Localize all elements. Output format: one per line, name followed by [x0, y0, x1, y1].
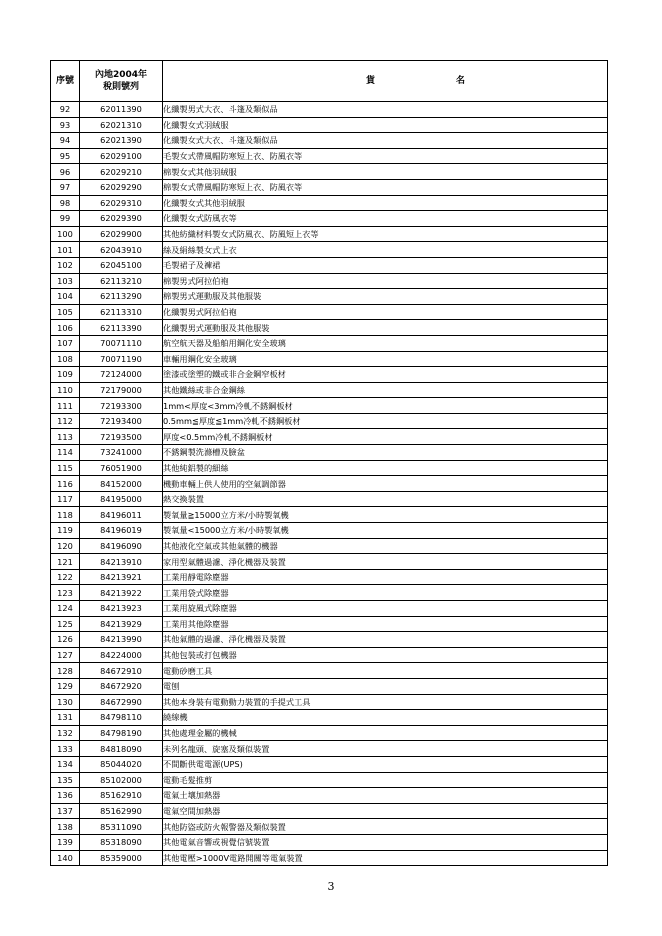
table-row: [51, 351, 608, 367]
row-code: 84213922: [80, 585, 163, 601]
row-seq: 126: [51, 632, 80, 648]
row-code: 84213921: [80, 569, 163, 585]
row-seq: 130: [51, 694, 80, 710]
header-code-line1: 內地2004年: [94, 70, 148, 80]
row-code: 84213990: [80, 632, 163, 648]
table-row: [51, 382, 608, 398]
row-description: 其他鐵絲或非合金鋼絲: [163, 382, 608, 398]
row-description: 電動砂磨工具: [163, 663, 608, 679]
table-row: [51, 663, 608, 679]
row-description: 電氣土壤加熱器: [163, 788, 608, 804]
row-seq: 134: [51, 756, 80, 772]
row-seq: 116: [51, 476, 80, 492]
row-seq: 115: [51, 460, 80, 476]
row-description: 車輛用鋼化安全玻璃: [163, 351, 608, 367]
row-description: 棉製女式其他羽絨服: [163, 164, 608, 180]
table-row: [51, 117, 608, 133]
row-seq: 105: [51, 304, 80, 320]
row-description: 不銹鋼製洗滌槽及臉盆: [163, 445, 608, 461]
table-row: [51, 554, 608, 570]
row-code: 85359000: [80, 850, 163, 866]
row-seq: 122: [51, 569, 80, 585]
row-code: 84798190: [80, 725, 163, 741]
table-row: [51, 601, 608, 617]
row-code: 62045100: [80, 257, 163, 273]
row-code: 84213929: [80, 616, 163, 632]
table-row: [51, 242, 608, 258]
row-description: 工業用旋風式除塵器: [163, 601, 608, 617]
table-row: [51, 476, 608, 492]
row-code: 84213910: [80, 554, 163, 570]
row-seq: 128: [51, 663, 80, 679]
row-description: 化纖製男式阿拉伯袍: [163, 304, 608, 320]
row-seq: 98: [51, 195, 80, 211]
row-seq: 124: [51, 601, 80, 617]
row-seq: 123: [51, 585, 80, 601]
table-row: [51, 398, 608, 414]
table-row: [51, 429, 608, 445]
table-row: [51, 819, 608, 835]
row-code: 84672990: [80, 694, 163, 710]
row-seq: 104: [51, 289, 80, 305]
row-description: 其他液化空氣或其他氣體的機器: [163, 538, 608, 554]
row-seq: 137: [51, 803, 80, 819]
row-description: 化纖製女式羽絨服: [163, 117, 608, 133]
row-seq: 113: [51, 429, 80, 445]
row-code: 84672920: [80, 678, 163, 694]
table-row: [51, 211, 608, 227]
page-number: 3: [327, 880, 335, 893]
table-row: [51, 741, 608, 757]
table-row: [51, 335, 608, 351]
row-seq: 117: [51, 491, 80, 507]
header-goods-char2: 名: [455, 76, 465, 86]
table-row: [51, 647, 608, 663]
row-code: 84798110: [80, 710, 163, 726]
row-description: 不間斷供電電源(UPS): [163, 756, 608, 772]
table-row: [51, 257, 608, 273]
row-description: 工業用袋式除塵器: [163, 585, 608, 601]
row-description: 棉製男式運動服及其他服裝: [163, 289, 608, 305]
row-description: 其他處理金屬的機械: [163, 725, 608, 741]
table-row: [51, 772, 608, 788]
table-row: [51, 523, 608, 539]
row-seq: 94: [51, 133, 80, 149]
row-seq: 131: [51, 710, 80, 726]
row-description: 絲及絹絲製女式上衣: [163, 242, 608, 258]
table-row: [51, 585, 608, 601]
row-description: 0.5mm≦厚度≦1mm冷軋不銹鋼板材: [163, 413, 608, 429]
row-code: 72193300: [80, 398, 163, 414]
row-description: 其他紡織材料製女式防風衣、防風短上衣等: [163, 226, 608, 242]
header-code-line2: 稅則號列: [102, 82, 139, 92]
table-row: [51, 569, 608, 585]
row-description: 塗漆或塗塑的鐵或非合金鋼窄板材: [163, 367, 608, 383]
row-description: 其他防盜或防火報警器及類似裝置: [163, 819, 608, 835]
row-description: 熱交換裝置: [163, 491, 608, 507]
row-seq: 110: [51, 382, 80, 398]
row-seq: 135: [51, 772, 80, 788]
row-seq: 103: [51, 273, 80, 289]
table-row: [51, 289, 608, 305]
row-seq: 112: [51, 413, 80, 429]
row-description: 化纖製女式其他羽絨服: [163, 195, 608, 211]
table-row: [51, 320, 608, 336]
table-row: [51, 179, 608, 195]
table-body: [51, 102, 608, 866]
row-code: 85162990: [80, 803, 163, 819]
row-description: 工業用其他除塵器: [163, 616, 608, 632]
header-code: [80, 61, 163, 102]
row-seq: 100: [51, 226, 80, 242]
row-seq: 108: [51, 351, 80, 367]
row-seq: 106: [51, 320, 80, 336]
table-row: [51, 803, 608, 819]
row-seq: 138: [51, 819, 80, 835]
table-row: [51, 850, 608, 866]
row-seq: 121: [51, 554, 80, 570]
row-code: 85318090: [80, 834, 163, 850]
row-seq: 127: [51, 647, 80, 663]
row-description: 電動毛髮推剪: [163, 772, 608, 788]
table-row: [51, 102, 608, 118]
row-seq: 129: [51, 678, 80, 694]
table-row: [51, 616, 608, 632]
row-description: 1mm<厚度<3mm冷軋不銹鋼板材: [163, 398, 608, 414]
row-seq: 133: [51, 741, 80, 757]
row-seq: 95: [51, 148, 80, 164]
row-description: 工業用靜電除塵器: [163, 569, 608, 585]
row-code: 72124000: [80, 367, 163, 383]
row-code: 62021390: [80, 133, 163, 149]
row-seq: 140: [51, 850, 80, 866]
table-row: [51, 694, 608, 710]
row-description: 棉製女式帶風帽防寒短上衣、防風衣等: [163, 179, 608, 195]
row-seq: 120: [51, 538, 80, 554]
row-code: 84196090: [80, 538, 163, 554]
row-code: 72193400: [80, 413, 163, 429]
row-code: 76051900: [80, 460, 163, 476]
row-description: 化纖製女式大衣、斗篷及類似品: [163, 133, 608, 149]
row-code: 62029100: [80, 148, 163, 164]
row-description: 棉製男式阿拉伯袍: [163, 273, 608, 289]
row-seq: 96: [51, 164, 80, 180]
row-code: 62021310: [80, 117, 163, 133]
row-seq: 92: [51, 102, 80, 118]
row-description: 其他電氣音響或視覺信號裝置: [163, 834, 608, 850]
row-code: 62113290: [80, 289, 163, 305]
row-code: 62113210: [80, 273, 163, 289]
row-seq: 114: [51, 445, 80, 461]
table-row: [51, 834, 608, 850]
row-description: 繞線機: [163, 710, 608, 726]
row-code: 72193500: [80, 429, 163, 445]
table-header-row: [51, 61, 608, 102]
row-code: 70071110: [80, 335, 163, 351]
row-description: 航空航天器及船舶用鋼化安全玻璃: [163, 335, 608, 351]
table-row: [51, 273, 608, 289]
table-row: [51, 304, 608, 320]
table-row: [51, 164, 608, 180]
row-code: 70071190: [80, 351, 163, 367]
row-code: 62113390: [80, 320, 163, 336]
row-seq: 139: [51, 834, 80, 850]
table-row: [51, 538, 608, 554]
row-description: 其他電壓>1000V電路開關等電氣裝置: [163, 850, 608, 866]
row-code: 62029210: [80, 164, 163, 180]
row-seq: 118: [51, 507, 80, 523]
row-seq: 97: [51, 179, 80, 195]
row-description: 其他純鋁製的細絲: [163, 460, 608, 476]
row-code: 85102000: [80, 772, 163, 788]
row-code: 62029310: [80, 195, 163, 211]
row-description: 化纖製女式防風衣等: [163, 211, 608, 227]
row-seq: 132: [51, 725, 80, 741]
row-description: 電氣空間加熱器: [163, 803, 608, 819]
row-code: 62029390: [80, 211, 163, 227]
tariff-table: [50, 60, 608, 866]
row-description: 其他包裝或打包機器: [163, 647, 608, 663]
table-row: [51, 148, 608, 164]
row-code: 84818090: [80, 741, 163, 757]
row-description: 毛製女式帶風帽防寒短上衣、防風衣等: [163, 148, 608, 164]
row-description: 化纖製男式大衣、斗篷及類似品: [163, 102, 608, 118]
row-code: 62011390: [80, 102, 163, 118]
row-description: 未列名龍頭、旋塞及類似裝置: [163, 741, 608, 757]
row-code: 62113310: [80, 304, 163, 320]
row-seq: 102: [51, 257, 80, 273]
row-code: 85311090: [80, 819, 163, 835]
table-row: [51, 756, 608, 772]
row-code: 84672910: [80, 663, 163, 679]
table-row: [51, 678, 608, 694]
table-row: [51, 413, 608, 429]
header-goods-char1: 貨: [365, 76, 375, 86]
table-row: [51, 445, 608, 461]
row-code: 85044020: [80, 756, 163, 772]
table-row: [51, 788, 608, 804]
row-seq: 93: [51, 117, 80, 133]
row-seq: 107: [51, 335, 80, 351]
table-row: [51, 367, 608, 383]
row-description: 機動車輛上供人使用的空氣調節器: [163, 476, 608, 492]
row-code: 84213923: [80, 601, 163, 617]
row-code: 84224000: [80, 647, 163, 663]
row-code: 84195000: [80, 491, 163, 507]
row-seq: 125: [51, 616, 80, 632]
table-row: [51, 226, 608, 242]
row-code: 62029900: [80, 226, 163, 242]
table-row: [51, 195, 608, 211]
row-seq: 111: [51, 398, 80, 414]
row-seq: 136: [51, 788, 80, 804]
row-code: 84196019: [80, 523, 163, 539]
header-goods: [163, 61, 608, 102]
row-code: 72179000: [80, 382, 163, 398]
table-row: [51, 460, 608, 476]
row-description: 毛製裙子及褲裙: [163, 257, 608, 273]
row-code: 84196011: [80, 507, 163, 523]
table-row: [51, 632, 608, 648]
row-code: 85162910: [80, 788, 163, 804]
row-description: 其他本身裝有電動動力裝置的手提式工具: [163, 694, 608, 710]
row-description: 製氧量<15000立方米/小時製氧機: [163, 523, 608, 539]
row-description: 製氧量≧15000立方米/小時製氧機: [163, 507, 608, 523]
header-seq: 序號: [51, 61, 80, 102]
row-seq: 99: [51, 211, 80, 227]
row-description: 家用型氣體過濾、淨化機器及裝置: [163, 554, 608, 570]
row-seq: 109: [51, 367, 80, 383]
table-row: [51, 710, 608, 726]
row-description: 其他氣體的過濾、淨化機器及裝置: [163, 632, 608, 648]
table-row: [51, 491, 608, 507]
row-code: 84152000: [80, 476, 163, 492]
row-seq: 101: [51, 242, 80, 258]
row-description: 電刨: [163, 678, 608, 694]
table-row: [51, 725, 608, 741]
row-description: 厚度<0.5mm冷軋不銹鋼板材: [163, 429, 608, 445]
row-code: 73241000: [80, 445, 163, 461]
table-row: [51, 507, 608, 523]
row-code: 62029290: [80, 179, 163, 195]
row-seq: 119: [51, 523, 80, 539]
row-code: 62043910: [80, 242, 163, 258]
row-description: 化纖製男式運動服及其他服裝: [163, 320, 608, 336]
table-row: [51, 133, 608, 149]
